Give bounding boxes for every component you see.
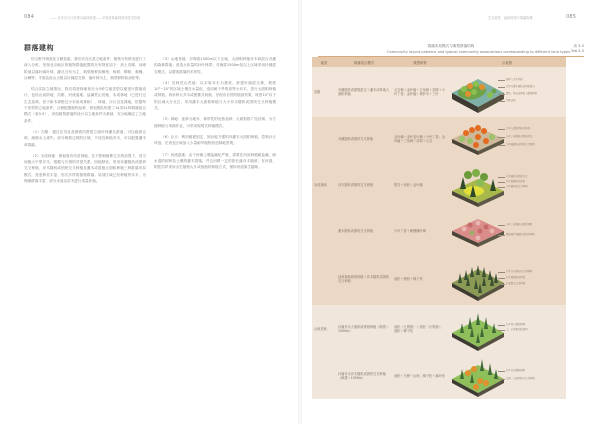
cell-land-type [312,253,336,305]
annotation: 针阔混交交叉种植 [506,282,526,285]
cell-species: 金叶榆＋金叶复叶槭＋小叶丁香；金叶榆＋三角枫＋栾树＋元宝 [394,134,445,143]
conifer-block-illustration [450,253,506,305]
header-diagram: 示意图 [448,57,566,67]
annotation: 针叶林大面积种植 [506,323,526,326]
page-number-left: 084 [24,14,35,20]
annotation: 灌木、草花或草地大面积种植 [506,92,538,95]
cell-land-type: 山地荒地 [314,326,327,331]
table-header-row [312,57,566,67]
tree-block-illustration [450,161,506,209]
cell-diagram [448,161,566,209]
annotation: 金叶榆团块交叉种植 [506,185,528,188]
cell-land-type [312,117,336,161]
cell-diagram [448,353,566,399]
conifer-mass-diagram [450,305,564,353]
annotation: 针叶树随机或团簇 [506,276,526,279]
annotation: 针叶乔木规则式行列种植 [506,270,533,273]
cell-diagram [448,117,566,161]
cell-species: 油松＋白桦＋山杨；樟子松＋落叶松 [394,373,445,378]
annotation: 针叶乔木随机种植 [506,369,526,372]
annotation: 针叶树随机或团簇 [506,180,526,183]
cell-land-type [312,209,336,253]
table-number-cn: 表 3-5 [573,44,584,48]
tree-cross-planting-diagram [450,161,564,209]
section-title: 群落建构 [24,44,54,52]
paragraph: （4）宜林荒山荒地：以平原乔木为基底，营建针阔混交林，坡度10°~20°的区域土壤含水量低，选用耐干旱的高等小乔木，进行大面积种植或种植，再补种大乔木或团簇式间植，呈现出自然的植被效果；坡度10°以下的区域大分支区，采用灌木大面积种植与大小乔木随机或团块交叉种植模式。 [154,80,276,111]
cell-pattern: 乔灌随机或团块交叉种植 [338,136,374,141]
ridge-block-illustration [450,67,506,117]
cell-species: 油松（大规格）＋油松（小规格）；油松＋樟子松 [394,324,444,333]
cell-diagram [448,305,566,353]
cell-land-type: 沟壑 [314,89,321,94]
header-pattern: 群落组合模式 [336,57,392,67]
caption-en: Community layout patterns and typical community associations corresponding to different land types [387,50,570,54]
caption-cn: 群落布局模式与典型群落结构 [427,44,475,48]
cell-species: 元宝枫＋金叶榆＋五角枫＋栾树＋小叶丁香；金叶榆＋黄栌木＋三叶 [394,87,445,96]
annotation: 大、小规格油松混植 [506,328,528,331]
header-species: 典型树种 [392,57,448,67]
annotation: 乔木大面积团块状种植 [506,127,530,130]
cell-pattern: 乔木随机或团块交叉种植 [338,182,374,187]
cell-diagram [448,209,566,253]
annotation: 乔木与灌木随机或团簇混交 [506,85,535,88]
paragraph: （5）林地：延承当地乔、林带性的优势品种、大面积推广经济林，为方便种植与采摘作业，可采用规则式种植模式。 [154,117,276,128]
cell-species: 银杏＋油松＋金叶榆 [394,182,423,187]
paragraph: （7）河流湿地：由于河滩上壤盐碱化严重，需要在河床种植耐盐碱，耐水湿的树种及土壤的灌木群落，并且河畔一定的旅长落乔木植被；在河道、阴性沟岸采用水生植物大片或组植的种植方式，保持河道原生趣味。 [154,152,276,170]
cell-land-type [312,353,336,399]
right-page [300,0,600,424]
paragraph: 结合野外调查及文献检索，我们对各区县立地条件、植物分布情况进行了深入分析，发现北京地区的植物群落配置的分布特征如下：高土沟堰、河滩阶地以落叶阔叶林、灌丛分布为主，典型树种如侧柏、杨树、柳树、刺槐、沙棘等；平原及低山丘陵以针阔混交林、落叶林为主，典型树种如油松等。 [24,57,146,80]
mixed-planting-diagram [450,117,564,161]
cell-pattern: 乔灌随机或团簇混交＋灌木或草地大面积种植 [338,87,389,96]
annotation: 紫穗槐叶梅随机或团块种植 [506,233,535,236]
shrub-planting-diagram [450,209,564,253]
table-row [312,67,566,117]
cell-pattern: 延承林地规则种植＋乔木随机或团块交叉种植 [338,274,389,283]
cell-pattern: 针阔乔木乔木随机或团块交叉种植（海拔＞1500m） [338,371,386,380]
conifer-regular-diagram [450,253,564,305]
table-row [312,209,566,253]
table-row [312,161,566,209]
annotation: 金叶榆随机或团块交叉种植 [506,143,535,146]
paragraph: （6）沙丘：利用植被固定、固沙能力强的乔灌木大面积种植，控制沙丘风蚀；在适宜区域加入少量耐旱植物营造林地景观。 [154,134,276,146]
annotation: 小叶丁香随机或团簇种植 [506,223,533,226]
text-column-1 [24,56,146,189]
cell-species: 小叶丁香＋紫穗槐叶梅 [394,228,426,233]
table-caption [318,44,584,54]
annotation: 小叶丁香随机或团簇混交 [506,135,533,138]
annotation: 白桦、山杨团块状交叉种植 [506,377,535,380]
header-land-type: 地类 [312,57,336,67]
table-number-en: Tab.3-5 [570,48,584,53]
shrub-block-illustration [450,209,506,253]
annotation: 沟壑边坡 [506,99,516,102]
cell-diagram [448,253,566,305]
paragraph: （2）未成林地：保留原有幼苗林地，在不影响植株生长的前提下，适当间植大中型乔木，根据与长城的对望关系，因地制宜，采用乔灌随机或团块交叉种植、乔木随机或团块交叉种植及灌木或混植大面积种植三种群落布局模式，营造种类丰富、形式多样的植物群落；局部区域已经种植的乔木，为保障群落丰富，部分未成活苗木进行适量补植。 [24,153,146,184]
table-row [312,117,566,161]
paragraph: 结合实际立地情况，我们将营林地划分为5种立地类型以便进行群落设计，包括山前阶地、沟壑、河流湿地、盐碱荒山荒地、未成林地（已进行过生态造林，但于新木规格过小未形成林相）、林地、沙丘以及裸地，依据每个类型的立地条件，合理配置植物品种，规划团队构建了14类51种群落组合模式（表3-5），该组植物群落的设计以立地条件为基础，充分地确定了立地条件。 [24,87,146,123]
paragraph: （1）沟壑：通过在沟北及缓坡沟帮建立阔叶林灌丛群落，可以稳固边坡，减缓水土流失；部分缓坡边坡的区域，不适宜种植乔木，可以配置灌木草群落。 [24,129,146,147]
cell-species: 油松＋侧柏＋樟子松 [394,276,423,281]
community-table [312,57,566,399]
running-head-left: —— 北京市大尺度城市森林营建——平原造林森林营造技术指南 [50,16,141,20]
cell-pattern: 针阔乔木大面积或规则种植（海拔＜1500m） [338,324,389,333]
table-row [312,305,566,353]
paragraph: （3）山地荒地：对海拔1500m以下区域，大面积种植乔木和混合乔灌的森林群落；营造大体量的针叶林带；对海拔1500m及以上区域采用针阔混交模式，以增加群落的多样性。 [154,57,276,74]
conifer-broadleaf-mix-diagram [450,353,564,399]
annotation: 阔叶大乔木团簇 [506,78,523,81]
cell-land-type: 未成林地 [314,182,327,187]
table-row [312,253,566,305]
cell-pattern: 灌木随机或团块交叉种植 [338,228,374,233]
table-row [312,353,566,399]
mixed-block-illustration [450,117,506,161]
annotation: 乔木随机或团块交叉 [506,175,528,178]
page-number-right: 085 [566,14,577,20]
running-head-right: 生态营造 森林营造与群落构建 [488,16,533,20]
cell-diagram [448,67,566,117]
table-number [571,44,584,53]
mix-block-illustration [450,353,506,399]
ridge-diagram [450,67,564,117]
text-column-2 [154,56,276,175]
